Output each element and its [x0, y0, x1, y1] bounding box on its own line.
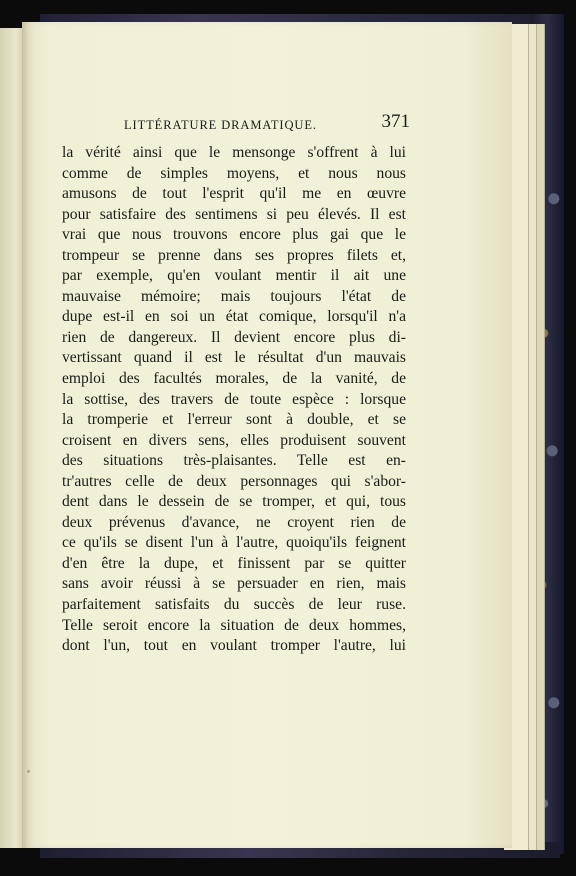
text-line-content: dupe est-il en soi un état comique, lorsqu'il n'a — [62, 308, 406, 326]
text-line-content: la tromperie et l'erreur sont à double, et se — [62, 411, 406, 429]
text-line — [62, 513, 406, 534]
text-line — [62, 143, 406, 164]
text-line — [62, 554, 406, 575]
page-number: 371 — [381, 111, 410, 132]
text-line — [62, 266, 406, 287]
text-line-content: emploi des facultés morales, de la vanité, de — [62, 370, 406, 388]
text-line-content: amusons de tout l'esprit qu'il me en œuvre — [62, 185, 406, 203]
text-line — [62, 328, 406, 349]
text-line-content: trompeur se prenne dans ses propres filets et, — [62, 246, 406, 264]
text-line — [62, 431, 406, 452]
text-line-content: deux prévenus d'avance, ne croyent rien de — [62, 513, 406, 531]
text-line-content: tr'autres celle de deux personnages qui s'abor- — [62, 472, 406, 490]
running-title: LITTÉRATURE DRAMATIQUE. — [124, 118, 317, 132]
text-line-content: ce qu'ils se disent l'un à l'autre, quoiqu'ils feignent — [62, 534, 406, 552]
text-line — [62, 184, 406, 205]
text-line — [62, 246, 406, 267]
text-line-content: vrai que nous trouvons encore plus gai que le — [62, 226, 406, 244]
text-line-content: mauvaise mémoire; mais toujours l'état de — [62, 287, 406, 305]
text-line — [62, 451, 406, 472]
text-line-content: parfaitement satisfaits du succès de leur ruse. — [62, 596, 406, 614]
text-line-content: par exemple, qu'en voulant mentir il ait une — [62, 267, 406, 285]
text-line — [62, 595, 406, 616]
text-line-content: Telle seroit encore la situation de deux hommes, — [62, 616, 406, 634]
text-line — [62, 164, 406, 185]
text-line — [62, 287, 406, 308]
text-line-content: la vérité ainsi que le mensonge s'offrent à lui — [62, 144, 406, 161]
text-line-content: vertissant quand il est le résultat d'un mauvais — [62, 349, 406, 367]
text-line-content: rien de dangereux. Il devient encore plus di- — [62, 328, 406, 346]
text-line-content: la sottise, des travers de toute espèce : lorsque — [62, 390, 406, 408]
text-line — [62, 348, 406, 369]
body-text — [62, 143, 406, 657]
text-line — [62, 574, 406, 595]
text-line — [62, 369, 406, 390]
text-line-content: croisent en divers sens, elles produisent souvent — [62, 431, 406, 449]
text-line-content: pour satisfaire des sentimens si peu élevés. Il est — [62, 205, 406, 223]
text-line — [62, 390, 406, 411]
text-line — [62, 616, 406, 637]
text-line — [62, 225, 406, 246]
text-line-content: dent dans le dessein de se tromper, et qui, tous — [62, 493, 406, 511]
text-line — [62, 492, 406, 513]
paper-spot — [27, 770, 30, 773]
text-line-content: comme de simples moyens, et nous nous — [62, 164, 406, 182]
text-line — [62, 533, 406, 554]
text-line-content: dont l'un, tout en voulant tromper l'autre, lui — [62, 637, 406, 655]
text-line — [62, 472, 406, 493]
text-line — [62, 205, 406, 226]
text-line — [62, 636, 406, 657]
text-line-content: des situations très-plaisantes. Telle est en- — [62, 452, 406, 470]
text-line — [62, 410, 406, 431]
text-line — [62, 307, 406, 328]
text-line-content: sans avoir réussi à se persuader en rien, mais — [62, 575, 406, 593]
text-line-content: d'en être la dupe, et finissent par se quitter — [62, 554, 406, 572]
